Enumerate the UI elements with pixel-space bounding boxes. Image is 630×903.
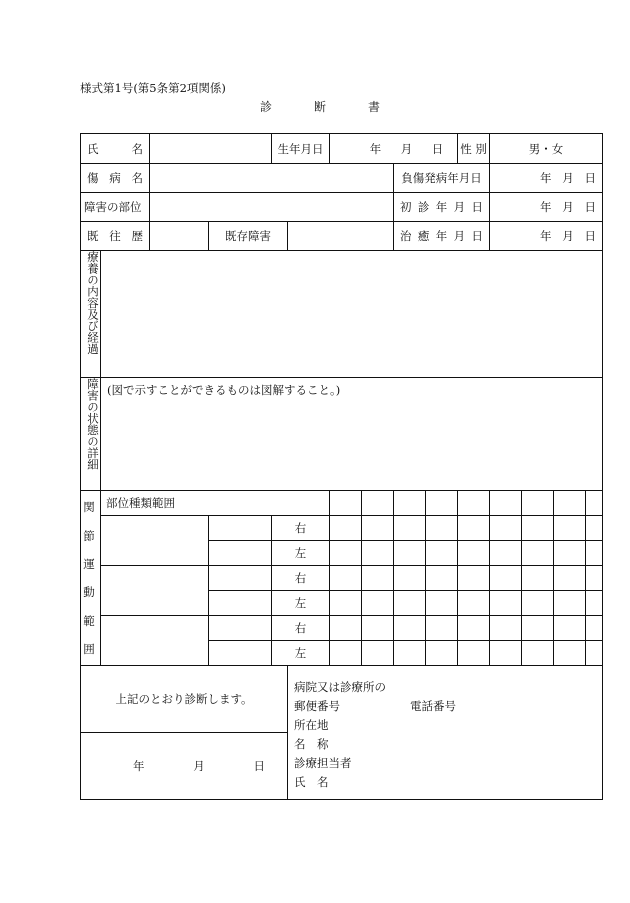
condition-label: 障害の状態の詳細 (81, 378, 101, 491)
name-label-char: 氏 (87, 141, 99, 156)
joint-value-cell[interactable] (394, 591, 426, 616)
joint-value-cell[interactable] (330, 491, 362, 516)
first-visit-label-cell (394, 193, 490, 222)
document-title (260, 98, 380, 115)
side-right-label: 右 (272, 516, 330, 541)
joint-value-cell[interactable] (394, 491, 426, 516)
joint-part-field[interactable] (101, 616, 209, 666)
joint-value-cell[interactable] (522, 566, 554, 591)
joint-value-cell[interactable] (426, 491, 458, 516)
side-right-label: 右 (272, 616, 330, 641)
cure-date-label-cell (394, 222, 490, 251)
cure-label-char: 年 (435, 229, 448, 243)
joint-value-cell[interactable] (586, 616, 603, 641)
address-label: 所在地 (294, 718, 329, 732)
joint-value-cell[interactable] (394, 566, 426, 591)
first-visit-char: 診 (417, 200, 430, 214)
joint-value-cell[interactable] (426, 591, 458, 616)
first-visit-char: 月 (453, 200, 466, 214)
joint-value-cell[interactable] (490, 641, 522, 666)
joint-value-cell[interactable] (330, 541, 362, 566)
joint-value-cell[interactable] (330, 516, 362, 541)
joint-label-char: 運 (82, 558, 96, 570)
date-part: 月 (562, 171, 574, 185)
clinic-line1: 病院又は診療所の (294, 680, 387, 694)
joint-value-cell[interactable] (490, 566, 522, 591)
side-left-label: 左 (272, 591, 330, 616)
birth-label: 生年月日 (272, 134, 330, 164)
joint-type-field[interactable] (209, 616, 272, 641)
joint-value-cell[interactable] (394, 516, 426, 541)
joint-value-cell[interactable] (458, 516, 490, 541)
joint-value-cell[interactable] (586, 591, 603, 616)
site-label: 障害の部位 (81, 193, 150, 222)
joint-value-cell[interactable] (586, 541, 603, 566)
injury-label-char: 病 (109, 171, 121, 185)
title-char: 書 (367, 100, 380, 114)
name-label-cell (81, 134, 150, 164)
joint-label-char: 範 (82, 614, 96, 627)
joint-value-cell[interactable] (458, 641, 490, 666)
phone-label: 電話番号 (410, 699, 457, 713)
joint-type-field[interactable] (209, 541, 272, 566)
injury-label-char: 傷 (87, 171, 99, 185)
joint-label-char: 囲 (82, 643, 96, 655)
joint-value-cell[interactable] (554, 516, 586, 541)
date-part: 日 (253, 759, 265, 773)
joint-part-field[interactable] (101, 566, 209, 616)
cure-label-char: 癒 (417, 229, 430, 243)
joint-value-cell[interactable] (490, 516, 522, 541)
clinic-name-label: 名 称 (294, 737, 329, 751)
treatment-field[interactable] (101, 251, 603, 378)
date-part: 日 (584, 171, 597, 185)
date-part: 月 (562, 229, 574, 243)
injury-label-cell (81, 164, 150, 193)
condition-note: (図で示すことができるものは図解すること。) (107, 383, 341, 397)
joint-label-char: 動 (82, 586, 96, 598)
joint-value-cell[interactable] (458, 491, 490, 516)
joint-value-cell[interactable] (362, 566, 394, 591)
existing-disability-label: 既存障害 (209, 222, 288, 251)
certify-date-field[interactable] (81, 733, 288, 800)
history-label-char: 既 (87, 229, 99, 243)
form-number-label: 様式第1号(第5条第2項関係) (80, 81, 226, 95)
joint-value-cell[interactable] (426, 566, 458, 591)
postal-label: 郵便番号 (294, 699, 341, 713)
joint-value-cell[interactable] (490, 491, 522, 516)
side-left-label: 左 (272, 541, 330, 566)
history-label-char: 歴 (131, 229, 143, 243)
clinic-info-block (288, 666, 603, 800)
date-part: 年 (369, 141, 382, 156)
joint-type-field[interactable] (209, 516, 272, 541)
birth-date-field[interactable] (330, 134, 458, 164)
joint-value-cell[interactable] (554, 491, 586, 516)
joint-type-field[interactable] (209, 641, 272, 666)
joint-value-cell[interactable] (554, 541, 586, 566)
title-char: 診 (260, 100, 273, 114)
joint-value-cell[interactable] (490, 616, 522, 641)
joint-value-cell[interactable] (586, 566, 603, 591)
joint-value-cell[interactable] (426, 541, 458, 566)
sex-label: 性 別 (458, 134, 490, 164)
sex-field[interactable]: 男・女 (490, 134, 603, 164)
date-part: 月 (562, 200, 574, 214)
existing-disability-field[interactable] (288, 222, 394, 251)
date-part: 日 (431, 141, 444, 156)
title-char: 断 (313, 100, 326, 114)
name-label-char: 名 (131, 141, 143, 156)
joint-value-cell[interactable] (490, 591, 522, 616)
joint-value-cell[interactable] (522, 591, 554, 616)
joint-value-cell[interactable] (586, 641, 603, 666)
joint-range-label (81, 491, 101, 666)
condition-field[interactable] (101, 378, 603, 491)
cure-date-field[interactable] (490, 222, 603, 251)
joint-value-cell[interactable] (362, 641, 394, 666)
doctor-name-label: 氏 名 (294, 775, 329, 789)
joint-value-cell[interactable] (458, 591, 490, 616)
joint-value-cell[interactable] (554, 591, 586, 616)
history-field[interactable] (150, 222, 209, 251)
joint-value-cell[interactable] (426, 616, 458, 641)
date-part: 月 (193, 759, 205, 773)
joint-value-cell[interactable] (394, 541, 426, 566)
cure-label-char: 日 (471, 229, 484, 243)
joint-value-cell[interactable] (330, 566, 362, 591)
joint-value-cell[interactable] (554, 641, 586, 666)
date-part: 日 (584, 229, 597, 243)
postal-phone-line (294, 697, 596, 716)
joint-value-cell[interactable] (426, 641, 458, 666)
treatment-label: 療養の内容及び経過 (81, 251, 101, 378)
site-field[interactable] (150, 193, 394, 222)
cure-label-char: 月 (453, 229, 466, 243)
joint-header-label: 部位種類範囲 (101, 491, 330, 516)
joint-value-cell[interactable] (458, 541, 490, 566)
joint-value-cell[interactable] (330, 616, 362, 641)
doctor-label: 診療担当者 (294, 756, 352, 770)
joint-value-cell[interactable] (522, 616, 554, 641)
joint-value-cell[interactable] (330, 591, 362, 616)
joint-value-cell[interactable] (554, 566, 586, 591)
diagnosis-form-table (80, 133, 603, 800)
joint-label-char: 関 (82, 501, 96, 513)
joint-value-cell[interactable] (522, 516, 554, 541)
joint-value-cell[interactable] (586, 491, 603, 516)
joint-value-cell[interactable] (330, 641, 362, 666)
side-right-label: 右 (272, 566, 330, 591)
injury-name-field[interactable] (150, 164, 394, 193)
date-part: 年 (540, 200, 552, 214)
side-left-label: 左 (272, 641, 330, 666)
joint-value-cell[interactable] (522, 641, 554, 666)
injury-label-char: 名 (131, 171, 143, 185)
first-visit-date-field[interactable] (490, 193, 603, 222)
history-label-char: 往 (109, 229, 121, 243)
joint-value-cell[interactable] (362, 591, 394, 616)
joint-value-cell[interactable] (394, 616, 426, 641)
joint-value-cell[interactable] (554, 616, 586, 641)
joint-value-cell[interactable] (362, 491, 394, 516)
joint-value-cell[interactable] (426, 516, 458, 541)
cure-label-char: 治 (400, 229, 412, 243)
date-part: 日 (584, 200, 597, 214)
joint-value-cell[interactable] (458, 616, 490, 641)
joint-value-cell[interactable] (522, 491, 554, 516)
joint-value-cell[interactable] (362, 616, 394, 641)
certify-text: 上記のとおり診断します。 (81, 666, 288, 733)
onset-date-label: 負傷発病年月日 (394, 164, 490, 193)
joint-value-cell[interactable] (522, 541, 554, 566)
history-label-cell (81, 222, 150, 251)
joint-label-char: 節 (82, 529, 96, 542)
joint-type-field[interactable] (209, 566, 272, 591)
first-visit-char: 日 (471, 200, 484, 214)
date-part: 年 (540, 229, 552, 243)
joint-value-cell[interactable] (586, 516, 603, 541)
first-visit-char: 初 (400, 200, 412, 214)
joint-value-cell[interactable] (394, 641, 426, 666)
joint-value-cell[interactable] (490, 541, 522, 566)
name-field[interactable] (150, 134, 272, 164)
date-part: 月 (400, 141, 413, 156)
joint-part-field[interactable] (101, 516, 209, 566)
joint-value-cell[interactable] (362, 516, 394, 541)
date-part: 年 (540, 171, 552, 185)
joint-value-cell[interactable] (458, 566, 490, 591)
joint-value-cell[interactable] (362, 541, 394, 566)
date-part: 年 (133, 759, 145, 773)
joint-type-field[interactable] (209, 591, 272, 616)
onset-date-field[interactable] (490, 164, 603, 193)
first-visit-char: 年 (435, 200, 448, 214)
